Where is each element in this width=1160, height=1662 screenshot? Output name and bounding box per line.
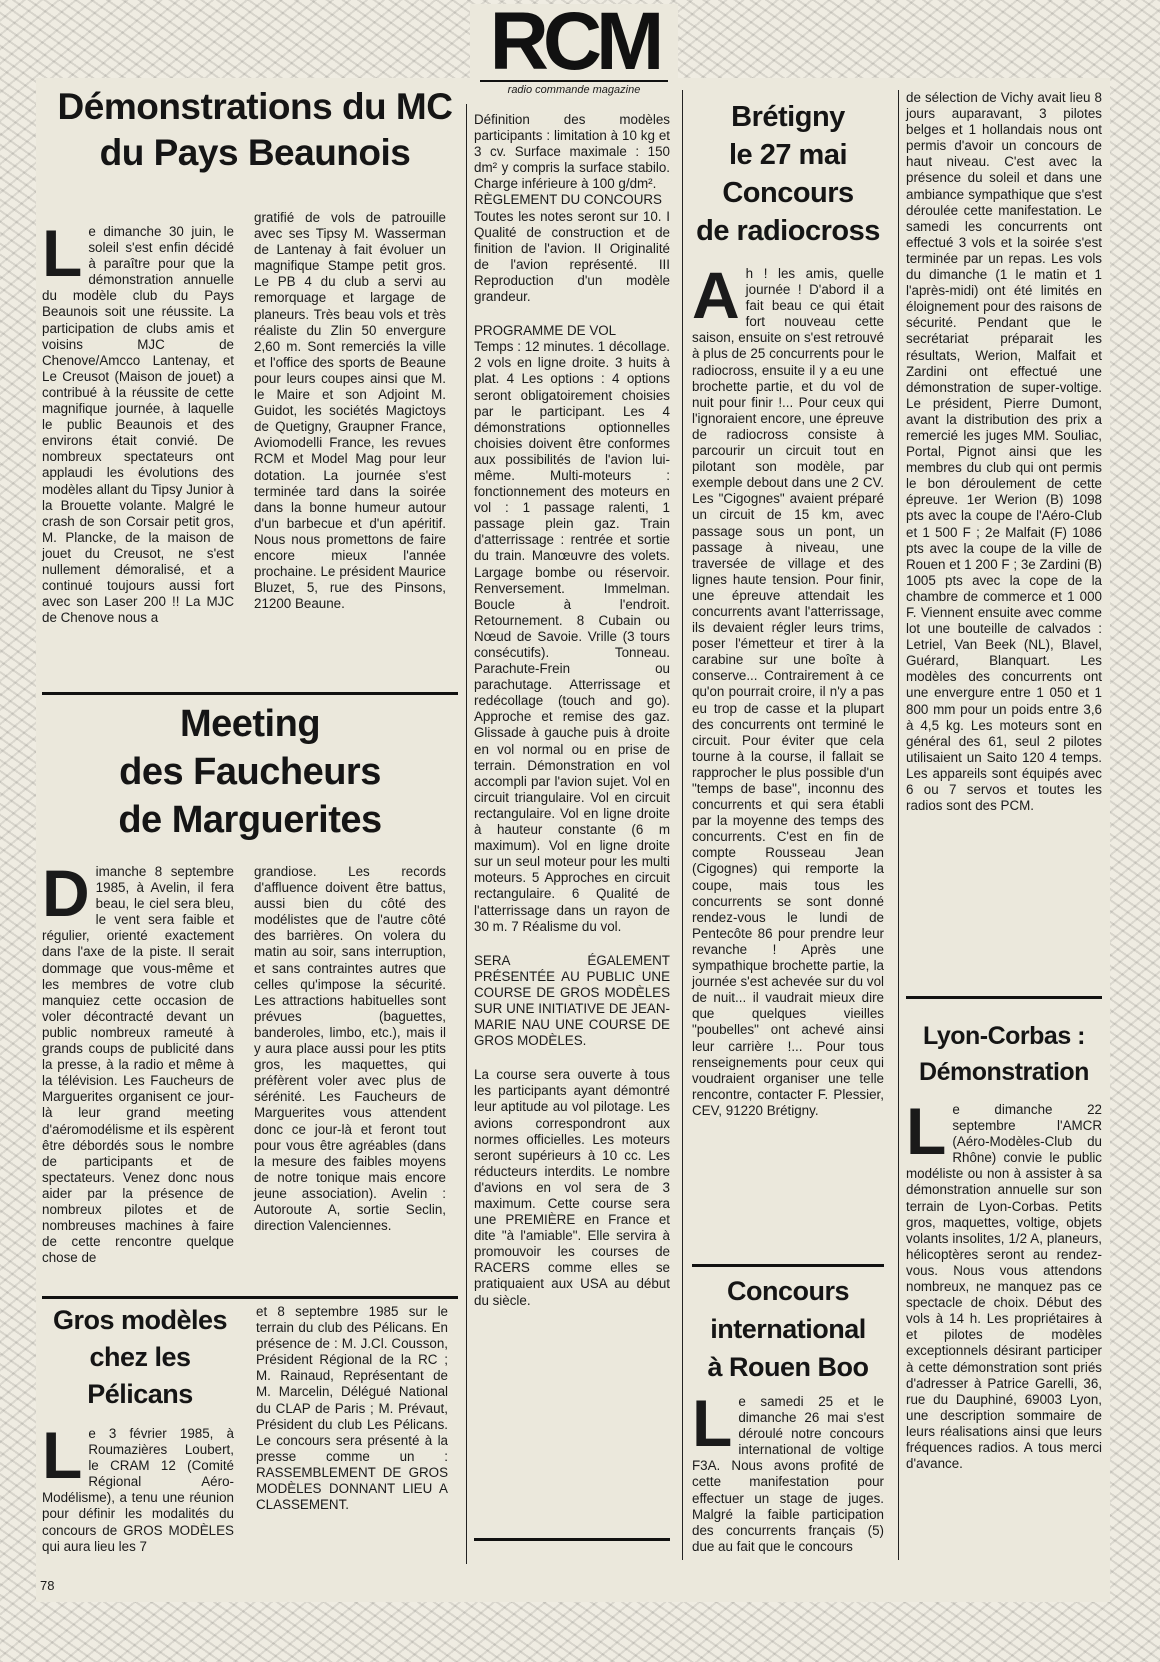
article6-title-line1: Lyon-Corbas : xyxy=(922,1022,1086,1050)
article2-col2 xyxy=(254,864,446,1294)
article2-title-line2: des Faucheurs xyxy=(119,751,381,793)
article3-continued xyxy=(474,112,670,1552)
rcm-logo xyxy=(470,0,678,102)
divider-rule-4 xyxy=(692,1264,884,1267)
definition-paragraph: Définition des modèles participants : limitation à 10 kg et 3 cv. Surface maximale : 150 dm² y compris la surface stabilo. Charge inférieure à 100 g/dm². xyxy=(474,112,670,192)
divider-rule-3 xyxy=(474,1538,670,1541)
article3-title-line2: chez les xyxy=(89,1342,191,1372)
article5-body xyxy=(692,1386,884,1564)
article4-drop-cap: A xyxy=(692,258,740,332)
article1-title-line2: du Pays Beaunois xyxy=(99,132,411,173)
logo-subtitle: radio commande magazine xyxy=(480,80,668,96)
article1-text-2: gratifié de vols de patrouille avec ses Tipsy M. Wasserman de Lantenay à fait évoluer un magnifique Stampe petit gros. Le PB 4 du club a servi au remorquage et largage de planeurs. Très beau vols et très réaliste du Zlin 50 envergure 2,60 m. Sont remerciés la ville et l'office des sports de Beaune pour leurs coupes ainsi que M. le Maire et son Adjoint M. Guidot, les sociétés Magictoys de Quetigny, Graupner France, Aviomodelli France, les revues RCM et Model Mag pour leur dotation. La journée s'est terminée tard dans la soirée dans la bonne humeur autour d'un barbecue et d'un apéritif. Nous nous promettons de faire encore mieux l'année prochaine. Le président Maurice Bluzet, 5, rue des Pinsons, 21200 Beaune. xyxy=(254,210,446,612)
article2-title-line3: de Marguerites xyxy=(118,799,382,841)
article5-title-line2: international xyxy=(710,1314,866,1344)
divider-rule xyxy=(42,692,458,695)
article3-drop-cap: L xyxy=(42,1418,83,1492)
article5-title-line3: à Rouen Boo xyxy=(707,1352,869,1382)
article5-title xyxy=(690,1272,886,1386)
reglement-paragraph: Toutes les notes seront sur 10. I Qualité de construction et de finition de l'avion. II Originalité de l'avion représenté. III Reproduction d'un modèle grandeur. xyxy=(474,208,670,305)
article2-title-line1: Meeting xyxy=(179,703,321,745)
column-divider-3 xyxy=(898,90,899,1560)
article3-text-2: et 8 septembre 1985 sur le terrain du club des Pélicans. En présence de : M. J.Cl. Cousson, Président Régional de la RC ; M. Rainaud, Représentant de M. Marcelin, Délégué National du CLAP de Paris ; M. Prévaut, Président du club Les Pélicans. Le concours sera présenté à la presse comme un : RASSEMBLEMENT DE GROS MODÈLES DONNANT LIEU A CLASSEMENT. xyxy=(256,1304,448,1513)
article6-body xyxy=(906,1094,1102,1566)
column-divider-2 xyxy=(682,90,683,1560)
article4-text: h ! les amis, quelle journée ! D'abord il a fait beau ce qui était fort nouveau cette saison, ensuite on s'est retrouvé à plus de 25 concurrents pour le radiocross, ensuite il y a eu une brochette partie, et du vol de nuit pour finir !... Pour ceux qui l'ignoraient encore, une épreuve de radiocross consiste à parcourir un circuit tout en pilotant son modèle, par exemple debout dans une 2 CV. Les "Cigognes" avaient préparé un circuit de 15 km, avec passage sous un pont, un passage à niveau, une traversée de village et des lignes haute tension. Pour finir, une épreuve attendait les concurrents avant l'atterrissage, ils devaient régler leurs trims, poser l'émetteur et tirer à la carabine sur une boîte à conserve... Contrairement à ce qu'on pourrait croire, il n'y a pas eu trop de casse et la plupart des concurrents ont terminé le circuit. Pour éviter que cela tourne à la course, il fallait se rapprocher le plus possible d'un "temps de base", inconnu des concurrents et qui sera établi par la moyenne des temps des concurrents. C'est en fin de compte Rousseau Jean (Cigognes) qui remporte la coupe, mais tous les concurrents se sont donné rendez-vous le lundi de Pentecôte 86 pour prendre leur revanche ! Après une sympathique brochette partie, la journée s'est achevée sur du vol de nuit... il vaudrait mieux dire que quelques vieilles "poubelles" ont achevé ainsi leur carrière !... Pour tous renseignements pour ceux qui voudraient organiser une telle rencontre, contacter F. Plessier, CEV, 91220 Brétigny. xyxy=(692,266,884,1118)
article1-col1 xyxy=(42,216,234,668)
article2-drop-cap: D xyxy=(42,856,90,930)
course-announcement-heading: SERA ÉGALEMENT PRÉSENTÉE AU PUBLIC UNE COURSE DE GROS MODÈLES SUR UNE INITIATIVE DE JEAN-MARIE NAU UNE COURSE DE GROS MODÈLES. xyxy=(474,952,670,1049)
article6-drop-cap: L xyxy=(906,1094,947,1168)
article2-text-2: grandiose. Les records d'affluence doivent être battus, aussi bien du côté des modélistes que de l'autre côté des barrières. On volera du matin au soir, sans interruption, et sans contraintes autres que celles qu'impose la sécurité. Les attractions habituelles sont prévues (baguettes, banderoles, limbo, etc.), mais il y aura place aussi pour les ptits gros, les maquettes, qui préfèrent voler avec plus de sérénité. Les Faucheurs de Marguerites vous attendent donc ce jour-là et feront tout pour vous être agréables (dans la mesure des faibles moyens de notre tonique mais encore jeune association). Avelin : Autoroute A, sortie Seclin, direction Valenciennes. xyxy=(254,864,446,1234)
article5-continued-text: de sélection de Vichy avait lieu 8 jours auparavant, 3 pilotes belges et 1 hollandais nous ont permis d'avoir un concours de haut niveau. C'est avec la présence du soleil et dans une ambiance sympathique que s'est déroulée cette manifestation. Le samedi les concurrents ont effectué 3 vols et la soirée s'est terminée par un repas. Les vols du dimanche (1 le matin et 1 l'après-midi) ont été limités en éloignement pour des raisons de sécurité. Pendant que le secrétariat préparait les résultats, Werion, Malfait et Zardini ont effectué une démonstration de super-voltige. Le président, Pierre Dumont, avant la distribution des prix a remercié les juges MM. Souliac, Portal, Pignot ainsi que les membres du club qui ont permis le bon déroulement de cette épreuve. 1er Werion (B) 1098 pts avec la coupe de l'Aéro-Club et 1 500 F ; 2e Malfait (F) 1086 pts avec la coupe de la ville de Rouen et 1 200 F ; 3e Zardini (B) 1005 pts avec la cope de la chambre de commerce et 1 000 F. Viennent ensuite avec comme lot une bouteille de calvados : Letriel, Van Beek (NL), Blavel, Guérard, Blanquart. Les modèles des concurrents ont une envergure entre 1 050 et 1 800 mm pour un poids entre 3,6 à 4,5 kg. Les moteurs sont en général des 61, seul 2 pilotes utilisaient un Saito 120 4 temps. Les appareils sont équipés avec 6 ou 7 servos et toutes les radios sont des PCM. xyxy=(906,90,1102,814)
article1-title xyxy=(40,84,470,176)
article5-continued xyxy=(906,90,1102,986)
article2-title xyxy=(42,700,458,844)
article4-title xyxy=(690,98,886,250)
article1-title-line1: Démonstrations du MC xyxy=(57,86,453,127)
article3-col1 xyxy=(42,1418,234,1562)
column-divider xyxy=(466,104,467,1564)
article4-body xyxy=(692,258,884,1256)
article4-title-line2: le 27 mai xyxy=(728,139,848,171)
article3-text-1: e 3 février 1985, à Roumazières Loubert, le CRAM 12 (Comité Régional Aéro-Modélisme), a tenu une réunion pour définir les modalités du concours de GROS MODÈLES qui aura lieu les 7 xyxy=(42,1426,234,1554)
article4-title-line3: Concours xyxy=(722,177,854,209)
article6-title-line2: Démonstration xyxy=(919,1058,1089,1086)
article2-text-1: imanche 8 septembre 1985, à Avelin, il fera beau, le ciel sera bleu, le vent sera faible et régulier, orienté exactement dans l'axe de la piste. Il serait dommage que vous-même et les membres de votre club manquiez cette occasion de voler décontracté devant un public nombreux rameuté à grands coups de publicité dans la presse, à la radio et même à la télévision. Les Faucheurs de Marguerites organisent ce jour-là leur grand meeting d'aéromodélisme et ils espèrent être débordés sous le nombre de participants et de spectateurs. Venez donc nous aider par la présence de nombreux pilotes et de nombreuses machines à faire de cette rencontre quelque chose de xyxy=(42,864,234,1266)
course-paragraph: La course sera ouverte à tous les participants ayant démontré leur aptitude au vol pilotage. Les avions correspondront aux normes officielles. Les moteurs seront supérieurs à 10 cc. Les réducteurs interdits. Le nombre d'avions en vol sera de 3 maximum. Cette course sera une PREMIÈRE en France et dite "à l'amiable". Elle servira à promouvoir les courses de RACERS comme elles se pratiquaient aux USA au début du siècle. xyxy=(474,1067,670,1308)
article3-title-line1: Gros modèles xyxy=(52,1305,228,1335)
divider-rule-2 xyxy=(42,1296,458,1299)
article5-drop-cap: L xyxy=(692,1386,733,1460)
article1-drop-cap: L xyxy=(42,216,83,290)
article1-col2 xyxy=(254,210,446,670)
page-number: 78 xyxy=(40,1578,55,1593)
programme-paragraph: Temps : 12 minutes. 1 décollage. 2 vols en ligne droite. 3 huits à plat. 4 Les options : 4 options seront obligatoirement choisies par le participant. Les 4 démonstrations optionnelles choisies doivent être conformes aux possibilités de l'avion lui-même. Multi-moteurs : fonctionnement des moteurs en vol : 1 passage ralenti, 1 passage plein gaz. Train d'atterrissage : rentrée et sortie du train. Manœuvre des volets. Largage bombe ou réservoir. Renversement. Immelman. Boucle à l'endroit. Retournement. 8 Cubain ou Nœud de Savoie. Vrille (3 tours consécutifs). Tonneau. Parachute-Frein ou parachutage. Atterrissage et redécollage (touch and go). Approche et remise des gaz. Glissade à gauche puis à droite en vol normal ou en prise de terrain. Démonstration en vol accompli par l'avion sujet. Vol en circuit triangulaire. Vol en circuit rectangulaire. Vol en ligne droite à hauteur constante (6 m maximum). Vol en ligne droite sur un seul moteur pour les multi moteurs. 5 Approches en circuit rectangulaire. 6 Qualité de l'atterrissage dans un rayon de 30 m. 7 Réalisme du vol. xyxy=(474,339,670,934)
article5-text: e samedi 25 et le dimanche 26 mai s'est déroulé notre concours international de voltige F3A. Nous avons profité de cette manifestation pour effectuer un stage de juges. Malgré la faible participation des concurrents français (5) due au fait que le concours xyxy=(692,1394,884,1554)
divider-rule-5 xyxy=(906,996,1102,999)
logo-title: RCM xyxy=(489,0,659,87)
article3-title xyxy=(42,1302,238,1413)
article1-text-1: e dimanche 30 juin, le soleil s'est enfin décidé à paraître pour que la démonstration annuelle du modèle club du Pays Beaunois soit une réussite. La participation de clubs amis et voisins MJC de Chenove/Amcco Lantenay, et Le Creusot (Maison de jouet) a contribué à la réussite de cette magnifique journée, à laquelle le public Beaunois et des environs était convié. De nombreux spectateurs ont applaudi les évolutions des modèles allant du Tipsy Junior à la Brouette volante. Malgré le crash de son Corsair petit gros, M. Plancke, de la maison de jouet du Creusot, ne s'est nullement démoralisé, et a continué toujours aussi fort avec son Laser 200 !! La MJC de Chenove nous a xyxy=(42,224,234,626)
article4-title-line4: de radiocross xyxy=(696,215,880,247)
reglement-heading: RÈGLEMENT DU CONCOURS xyxy=(474,192,662,208)
article2-col1 xyxy=(42,856,234,1294)
article5-title-line1: Concours xyxy=(726,1276,849,1306)
article6-title xyxy=(904,1018,1104,1090)
programme-heading: PROGRAMME DE VOL xyxy=(474,323,617,339)
article3-title-line3: Pélicans xyxy=(87,1379,193,1409)
article3-col2 xyxy=(256,1304,448,1562)
article6-text: e dimanche 22 septembre l'AMCR (Aéro-Modèles-Club du Rhône) convie le public modéliste ou non à assister à sa démonstration annuelle sur son terrain de Lyon-Corbas. Petits gros, maquettes, voltige, objets volants insolites, 1/2 A, planeurs, hélicoptères seront au rendez-vous. Nous vous attendons nombreux, ne manquez pas ce spectacle de choix. Début des vols à 14 h. Les propriétaires à et pilotes de modèles exceptionnels désirant participer à cette démonstration sont priés d'adresser à Patrice Garelli, 36, rue du Dauphiné, 69003 Lyon, une description sommaire de leurs réalisations ainsi que leurs fréquences radios. A tous merci d'avance. xyxy=(906,1102,1102,1472)
article4-title-line1: Brétigny xyxy=(731,101,845,133)
